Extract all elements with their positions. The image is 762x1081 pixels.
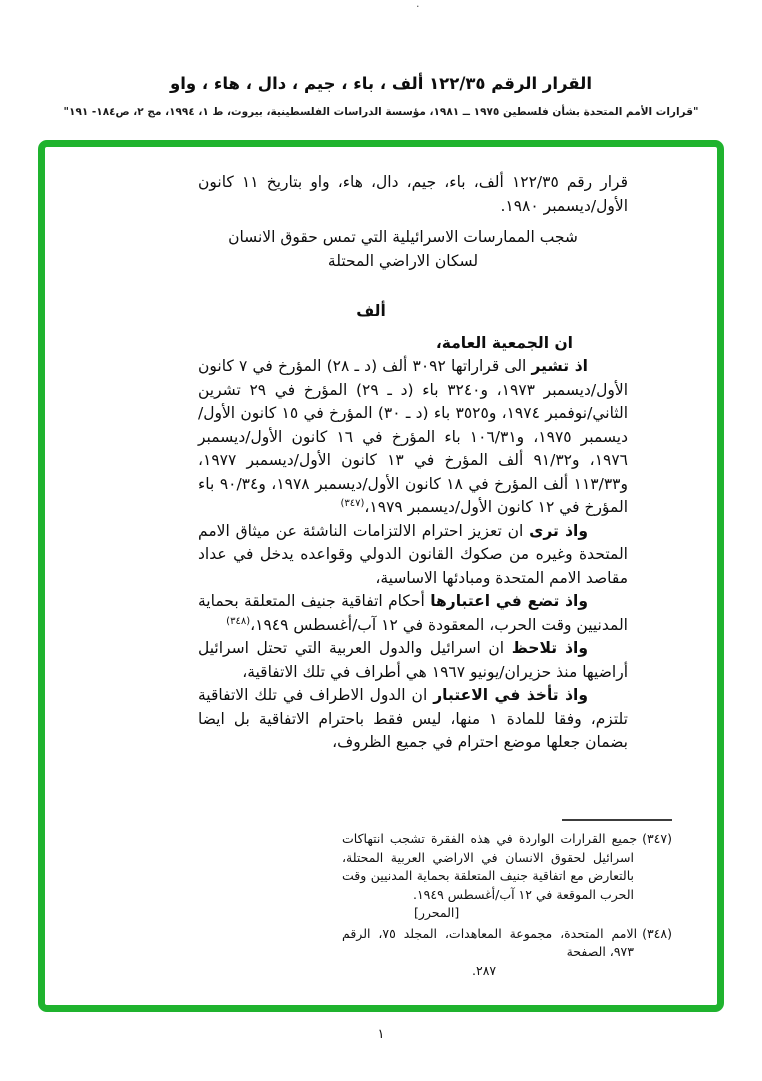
- preamble-paragraph-considers: [198, 520, 628, 591]
- paragraph-text: أحكام اتفاقية جنيف المتعلقة بحماية المدنيين وقت الحرب، المعقودة في ١٢ آب/أغسطس ١٩٤٩،: [198, 592, 628, 634]
- resolution-header-title: القرار الرقم ١٢٢/٣٥ ألف ، باء ، جيم ، دال ، هاء ، واو: [170, 74, 592, 93]
- preamble-paragraph-takes-into-account: [198, 684, 628, 755]
- page-number: ١: [377, 1027, 385, 1042]
- resolution-intro: قرار رقم ١٢٢/٣٥ ألف، باء، جيم، دال، هاء، واو بتاريخ ١١ كانون الأول/ديسمبر ١٩٨٠.: [198, 173, 628, 215]
- scan-artifact-dot: ·: [416, 0, 420, 13]
- footnote-number: (٣٤٨): [642, 925, 673, 941]
- paragraph-text: الى قراراتها ٣٠٩٢ ألف (د ـ ٢٨) المؤرخ في ٧ كانون الأول/ديسمبر ١٩٧٣، و٣٢٤٠ باء (د ـ ٢٩) المؤرخ في ٢٩ تشرين الثاني/نوفمبر ١٩٧٤، و٣٥٢٥ باء (د ـ ٣٠) المؤرخ في ١٥ كانون الأول/ديسمبر ١٩٧٥، و١٠٦/٣١ باء المؤرخ في ١٦ كانون الأول/ديسمبر ١٩٧٦، و٩١/٣٢ ألف المؤرخ في ١٣ كانون الأول/ديسمبر ١٩٧٧، و١١٣/٣٣ ألف المؤرخ في ١٨ كانون الأول/ديسمبر ١٩٧٨، و٩٠/٣٤ باء المؤرخ في ١٢ كانون الأول/ديسمبر ١٩٧٩،: [198, 357, 629, 516]
- footnote-348: [342, 925, 672, 981]
- section-heading-alef: ألف: [356, 302, 386, 320]
- preamble-paragraph-notes: [198, 637, 628, 684]
- paragraph-lead: واذ تأخذ في الاعتبار: [433, 686, 588, 704]
- footnote-number: (٣٤٧): [642, 831, 672, 846]
- footnote-marker-347: (٣٤٧): [340, 497, 365, 509]
- paragraph-lead: اذ تشير: [531, 357, 588, 375]
- footnote-editor-mark: [المحرر]: [414, 905, 460, 920]
- footnotes-section: [342, 830, 672, 982]
- footnote-marker-348: (٣٤٨): [226, 615, 251, 627]
- subject-line-2: لسكان الاراضي المحتلة: [327, 251, 479, 270]
- footnote-separator-rule: [562, 819, 672, 821]
- footnote-text: جميع القرارات الواردة في هذه الفقرة تشجب انتهاكات اسرائيل لحقوق الانسان في الاراضي العربية المحتلة، بالتعارض مع اتفاقية جنيف المتعلقة بحماية المدنيين وقت الحرب الموقعة في ١٢ آب/أغسطس ١٩٤٩.: [342, 831, 638, 902]
- paragraph-text: ان تعزيز احترام الالتزامات الناشئة عن ميثاق الامم المتحدة وغيره من صكوك القانون الدولي وقواعده يدخل في عداد مقاصد الامم المتحدة ومبادئها الاساسية،: [198, 521, 628, 587]
- preamble-lead: ان الجمعية العامة،: [435, 333, 573, 352]
- paragraph-text: ان اسرائيل والدول العربية التي تحتل اسرائيل أراضيها منذ حزيران/يونيو ١٩٦٧ هي أطراف في تلك الاتفاقية،: [198, 639, 628, 681]
- preamble-paragraph-bears-in-mind: [198, 590, 628, 637]
- subject-line-1: شجب الممارسات الاسرائيلية التي تمس حقوق الانسان: [228, 228, 578, 246]
- footnote-page-ref: ٢٨٧.: [472, 962, 497, 978]
- paragraph-text: ان الدول الاطراف في تلك الاتفاقية تلتزم، وفقا للمادة ١ منها، ليس فقط باحترام الاتفاقية بل ايضا بضمان جعلها موضع احترام في جميع الظروف،: [198, 686, 628, 751]
- footnote-347: [342, 830, 672, 923]
- resolution-subject: [188, 226, 618, 273]
- footnote-text: الامم المتحدة، مجموعة المعاهدات، المجلد ٧٥، الرقم ٩٧٣، الصفحة: [342, 925, 638, 959]
- resolution-body: [198, 171, 628, 755]
- source-citation: "قرارات الأمم المتحدة بشأن فلسطين ١٩٧٥ ــ ١٩٨١، مؤسسة الدراسات الفلسطينية، بيروت، ط ١، ١٩٩٤، مج ٢، ص١٨٤- ١٩١": [63, 106, 699, 118]
- paragraph-lead: واذ ترى: [529, 521, 589, 540]
- preamble-paragraph-recalls: [198, 355, 628, 520]
- paragraph-lead: واذ تلاحظ: [511, 639, 589, 657]
- paragraph-lead: واذ تضع في اعتبارها: [430, 592, 588, 610]
